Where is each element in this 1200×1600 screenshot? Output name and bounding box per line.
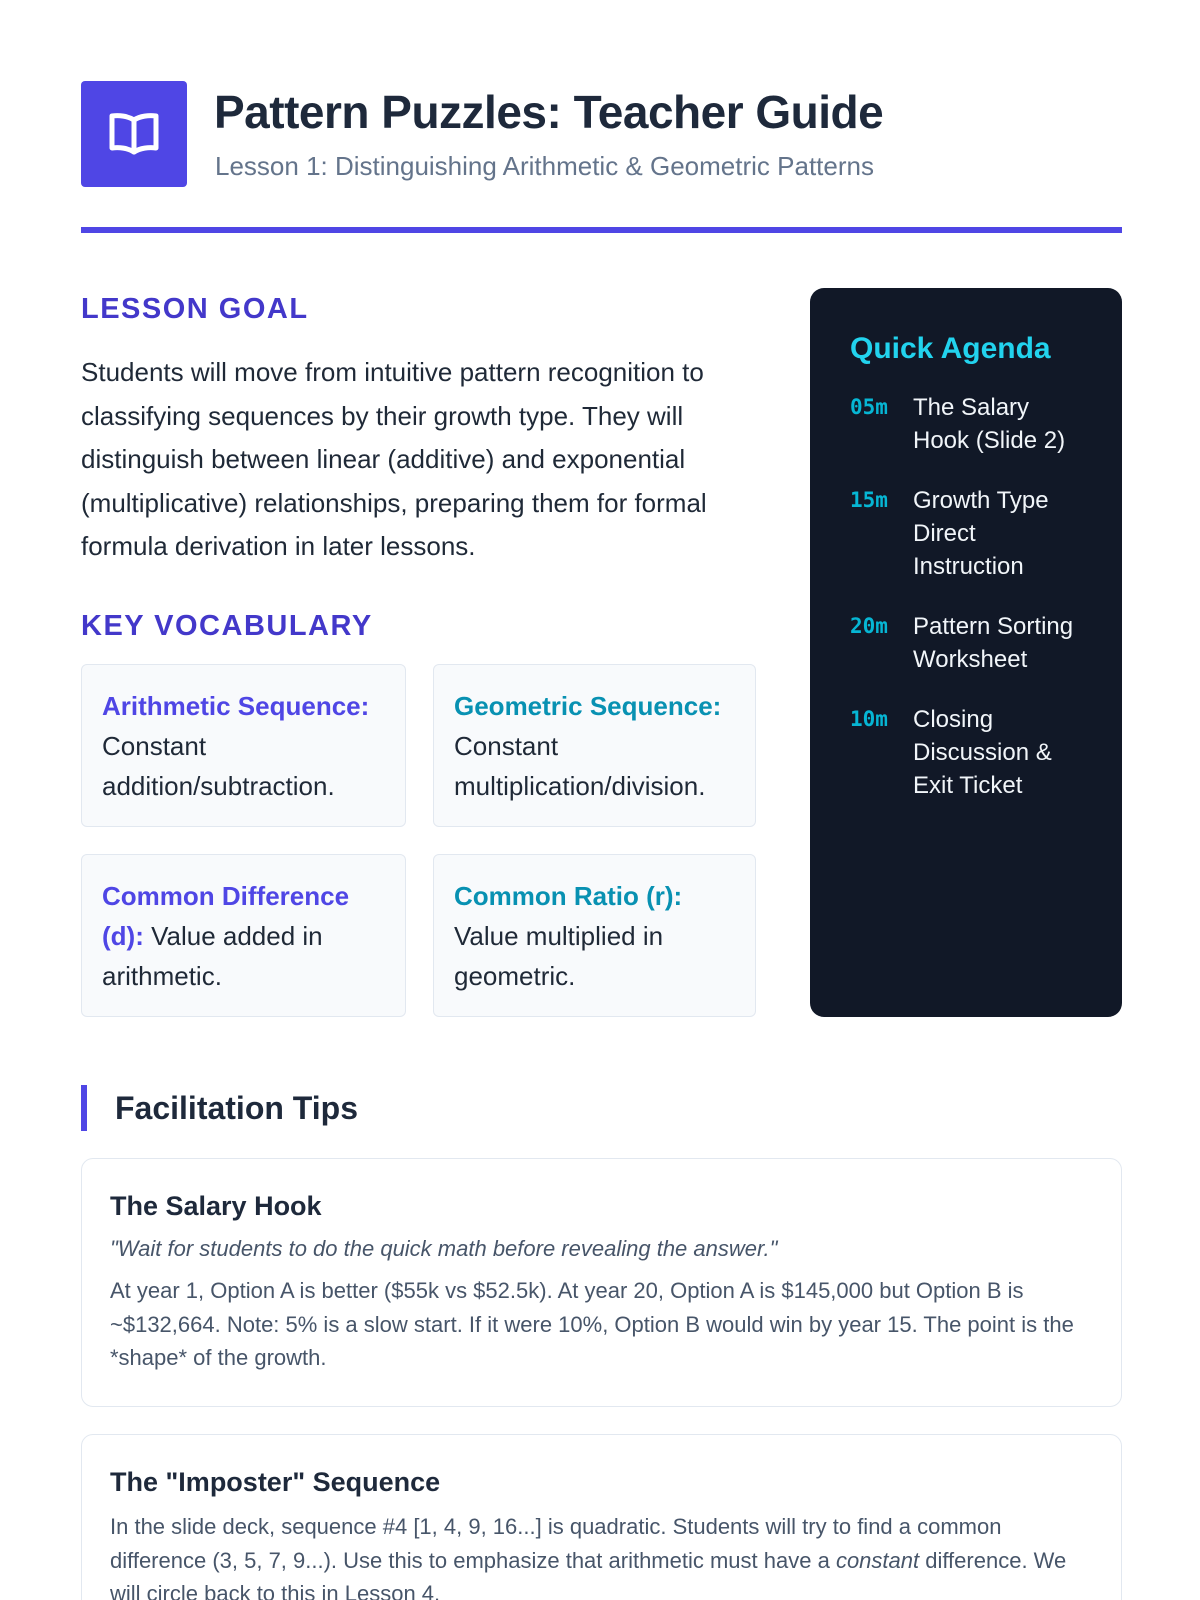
key-vocabulary-heading: KEY VOCABULARY [81,610,373,642]
agenda-item [850,391,1122,457]
vocab-definition: Constant addition/subtraction. [102,731,335,801]
vocab-card-common-ratio [433,854,756,1017]
page-title: Pattern Puzzles: Teacher Guide [214,86,884,138]
agenda-activity: Pattern Sorting Worksheet [913,613,1074,673]
agenda-time: 10m [850,707,888,731]
agenda-activity: The Salary Hook (Slide 2) [913,394,1066,454]
lesson-goal-text: Students will move from intuitive pattern recognition to classifying sequences by their growth type. They will distinguish between linear (additive) and exponential (multiplicative) relationships, preparing them for formal formula derivation in later lessons. [81,357,707,561]
agenda-time: 20m [850,614,888,638]
agenda-activity: Growth Type Direct Instruction [913,487,1049,580]
vocab-card-common-difference [81,854,406,1017]
page-subtitle: Lesson 1: Distinguishing Arithmetic & Geometric Patterns [215,151,874,181]
tip-body [110,1510,1093,1600]
tip-title: The Salary Hook [110,1191,322,1221]
vocab-card-geometric-sequence [433,664,756,827]
page-header [81,81,1121,188]
agenda-time: 05m [850,395,888,419]
facilitation-tips-heading: Facilitation Tips [81,1085,358,1131]
vocab-definition: Constant multiplication/division. [454,731,706,801]
lesson-goal-heading: LESSON GOAL [81,293,309,325]
open-book-icon [108,111,160,157]
vocab-definition: Value added in arithmetic. [102,921,323,991]
tip-card-imposter-sequence [81,1434,1122,1600]
header-divider [81,227,1122,233]
agenda-time: 15m [850,488,888,512]
vocab-card-arithmetic-sequence [81,664,406,827]
vocab-term: Geometric Sequence: [454,691,722,721]
vocab-term: Common Difference (d): [102,881,350,951]
agenda-item [850,703,1122,802]
vocab-term: Arithmetic Sequence: [102,691,370,721]
tip-body-text: difference. We will circle back to this in Lesson 4. [110,1547,1067,1600]
logo [81,81,187,187]
vocab-definition: Value multiplied in geometric. [454,921,664,991]
agenda-item [850,484,1122,583]
agenda-title: Quick Agenda [850,332,1051,365]
tip-body: At year 1, Option A is better ($55k vs $52.5k). At year 20, Option A is $145,000 but Option B is ~$132,664. Note: 5% is a slow start. If it were 10%, Option B would win by year 15. The point is the *shape* of the growth. [110,1278,1074,1370]
tip-body-emphasis: constant [835,1547,920,1573]
tip-card-salary-hook [81,1158,1122,1407]
tip-quote: "Wait for students to do the quick math before revealing the answer." [110,1236,778,1261]
tip-title: The "Imposter" Sequence [110,1467,441,1497]
agenda-activity: Closing Discussion & Exit Ticket [913,706,1052,799]
quick-agenda-panel [810,288,1122,1017]
vocab-term: Common Ratio (r): [454,881,683,911]
agenda-item [850,610,1122,676]
tip-body-text: In the slide deck, sequence #4 [1, 4, 9, 16...] is quadratic. Students will try to find a common difference (3, 5, 7, 9...). Use this to emphasize that arithmetic must have a [110,1514,1002,1573]
